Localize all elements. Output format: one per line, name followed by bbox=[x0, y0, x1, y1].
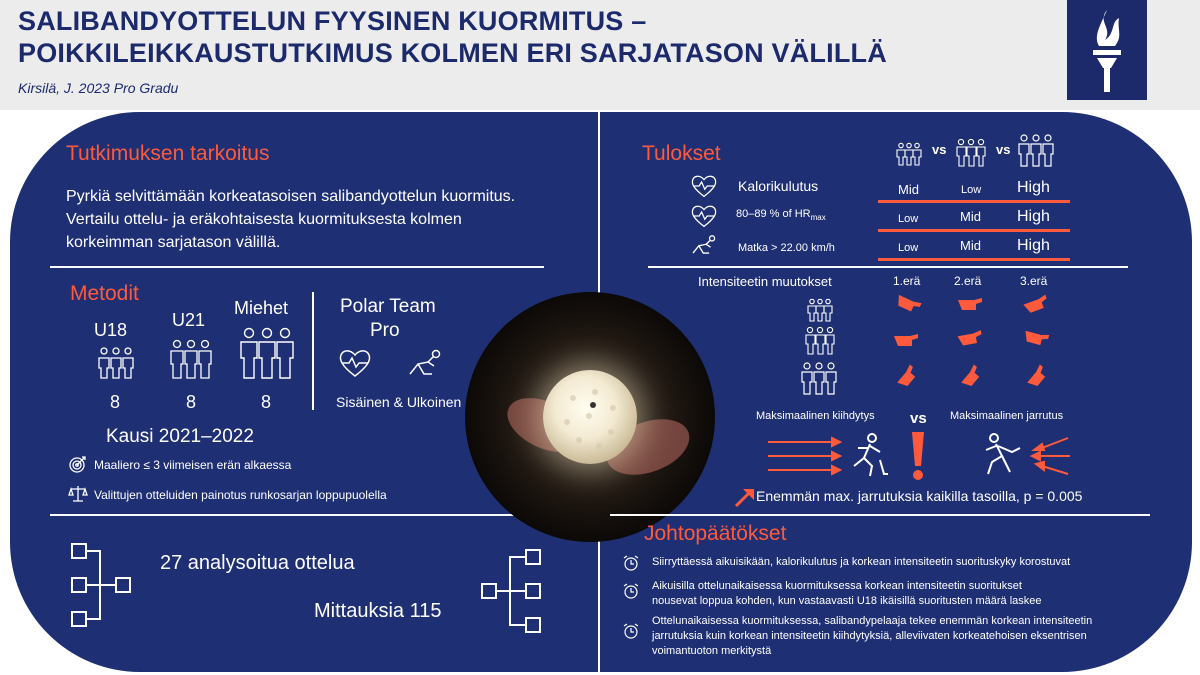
group-u21-label: U21 bbox=[172, 310, 206, 330]
purpose-line-1: Pyrkiä selvittämään korkeatasoisen salibandyottelun kuormitus. bbox=[66, 188, 516, 205]
vs-label-1: vs bbox=[932, 142, 947, 157]
conclusion-1-line-1: Siirryttäessä aikuisikään, kalorikulutus ja korkean intensiteetin suorituskyky korostuvat bbox=[652, 556, 1071, 568]
group-men-label: Miehet bbox=[234, 298, 289, 318]
floorball-icon bbox=[543, 370, 637, 464]
row2-level-u21: Mid bbox=[960, 209, 981, 224]
hand-right-icon bbox=[956, 326, 986, 350]
row1-underline bbox=[878, 200, 1070, 203]
criterion-2: Valittujen otteluiden painotus runkosarjan loppupuolella bbox=[94, 488, 387, 502]
conclusion-3-line-3: voimantuoton merkitystä bbox=[652, 645, 772, 657]
row2-label-sub: max bbox=[810, 213, 826, 223]
sprinter-icon bbox=[406, 348, 444, 378]
tree-structure-icon bbox=[70, 542, 132, 628]
period-2: 2.erä bbox=[954, 274, 982, 288]
arrow-up-right-icon bbox=[734, 486, 756, 508]
conclusions-heading: Johtopäätökset bbox=[644, 522, 787, 545]
criterion-1: Maaliero ≤ 3 viimeisen erän alkaessa bbox=[94, 458, 292, 472]
period-3: 3.erä bbox=[1020, 274, 1048, 288]
heart-rate-icon bbox=[338, 348, 372, 378]
row3-label: Matka > 22.00 km/h bbox=[738, 242, 835, 254]
u21-group-icon bbox=[956, 138, 986, 168]
season-label: Kausi 2021–2022 bbox=[106, 426, 254, 447]
braking-player-icon bbox=[978, 430, 1026, 478]
speed-arrows-icon bbox=[766, 436, 842, 476]
hand-up-right-icon bbox=[894, 362, 922, 390]
hand-down-right-icon bbox=[1022, 326, 1052, 350]
left-divider-2 bbox=[50, 514, 550, 516]
hand-up-right-icon bbox=[958, 362, 986, 390]
purpose-heading: Tutkimuksen tarkoitus bbox=[66, 142, 270, 165]
row3-underline bbox=[878, 258, 1070, 261]
device-line-2: Pro bbox=[370, 320, 400, 341]
matches-count: 27 analysoitua ottelua bbox=[160, 552, 355, 574]
group-u18-count: 8 bbox=[110, 392, 121, 412]
title-line-1: SALIBANDYOTTELUN FYYSINEN KUORMITUS – bbox=[18, 6, 647, 36]
measurements-count: Mittauksia 115 bbox=[314, 600, 442, 622]
exclamation-icon bbox=[908, 430, 928, 482]
intensity-title: Intensiteetin muutokset bbox=[698, 274, 832, 289]
alarm-clock-icon bbox=[622, 554, 640, 572]
alarm-clock-icon bbox=[622, 622, 640, 640]
conclusion-2-line-2: nousevat loppua kohden, kun vastaavasti U18 ikäisillä suoritusten määrä laskee bbox=[652, 595, 1042, 607]
group-u21-count: 8 bbox=[186, 392, 197, 412]
brake-label: Maksimaalinen jarrutus bbox=[950, 410, 1064, 422]
conclusion-3-line-2: jarrutuksia kuin korkean intensiteetin kiihdytyksiä, alleviivaten korkeatehoisen eksentrisen bbox=[652, 630, 1087, 642]
right-divider-2 bbox=[610, 514, 1150, 516]
conclusion-3-line-1: Ottelunaikaisessa kuormituksessa, salibandypelaaja tekee enemmän korkean intensiteetin bbox=[652, 615, 1093, 627]
row2-level-men: High bbox=[1017, 208, 1050, 225]
row1-label: Kalorikulutus bbox=[738, 178, 819, 194]
group-u18-label: U18 bbox=[94, 320, 128, 340]
row2-label: 80–89 % of $HR_{max}$ bbox=[736, 208, 826, 223]
hand-up-right-icon bbox=[1024, 362, 1052, 390]
purpose-line-3: korkeimman sarjatason välillä. bbox=[66, 234, 281, 251]
tree-structure-icon-2 bbox=[480, 548, 542, 634]
row3-sprinter-icon bbox=[690, 234, 718, 256]
target-icon bbox=[68, 454, 88, 474]
finding-text: Enemmän max. jarrutuksia kaikilla tasoilla, p = 0.005 bbox=[756, 488, 1083, 504]
intensity-men-icon bbox=[800, 362, 838, 396]
period-1: 1.erä bbox=[893, 274, 921, 288]
methods-divider bbox=[312, 292, 314, 410]
u18-players-icon bbox=[96, 346, 136, 382]
row2-underline bbox=[878, 229, 1070, 232]
men-players-icon bbox=[238, 326, 296, 382]
right-divider-1 bbox=[648, 266, 1128, 268]
conclusion-2-line-1: Aikuisilla ottelunaikaisessa kuormituksessa korkean intensiteetin suoritukset bbox=[652, 580, 1022, 592]
group-men-count: 8 bbox=[261, 392, 272, 412]
purpose-line-2: Vertailu ottelu- ja eräkohtaisesta kuormituksesta kolmen bbox=[66, 211, 462, 228]
brake-arrows-icon bbox=[1028, 434, 1074, 478]
floorball-photo bbox=[465, 292, 715, 542]
scale-icon bbox=[68, 484, 88, 504]
intensity-u21-icon bbox=[804, 326, 836, 356]
men-group-icon bbox=[1018, 134, 1054, 168]
alarm-clock-icon bbox=[622, 582, 640, 600]
hand-right-icon bbox=[956, 292, 986, 316]
hand-right-icon bbox=[1022, 292, 1052, 316]
row1-level-u21: Low bbox=[961, 184, 982, 196]
vs-label-2: vs bbox=[996, 142, 1011, 157]
hand-down-right-icon bbox=[894, 292, 924, 316]
intensity-u18-icon bbox=[806, 298, 834, 322]
row3-level-men: High bbox=[1017, 237, 1050, 254]
vs-big: vs bbox=[910, 410, 927, 427]
left-divider-1 bbox=[50, 266, 544, 268]
row3-level-u18: Low bbox=[898, 242, 919, 254]
torch-logo-icon bbox=[1067, 0, 1147, 100]
device-measures: Sisäinen & Ulkoinen bbox=[336, 394, 462, 410]
author-citation: Kirsilä, J. 2023 Pro Gradu bbox=[18, 80, 179, 96]
row2-heart-rate-icon bbox=[690, 204, 718, 228]
methods-heading: Metodit bbox=[70, 282, 139, 305]
u18-group-icon bbox=[896, 142, 922, 166]
running-player-icon bbox=[842, 432, 890, 480]
accel-label: Maksimaalinen kiihdytys bbox=[756, 410, 875, 422]
results-heading: Tulokset bbox=[642, 142, 721, 165]
device-line-1: Polar Team bbox=[340, 296, 436, 317]
row2-level-u18: Low bbox=[898, 213, 919, 225]
title-line-2: POIKKILEIKKAUSTUTKIMUS KOLMEN ERI SARJATASON VÄLILLÄ bbox=[18, 38, 887, 68]
row3-level-u21: Mid bbox=[960, 238, 981, 253]
hand-right-icon bbox=[892, 328, 922, 352]
row1-heart-rate-icon bbox=[690, 174, 718, 198]
content-panel bbox=[10, 112, 1192, 672]
row1-level-u18: Mid bbox=[898, 182, 919, 197]
row1-level-men: High bbox=[1017, 179, 1050, 196]
u21-players-icon bbox=[168, 338, 214, 382]
